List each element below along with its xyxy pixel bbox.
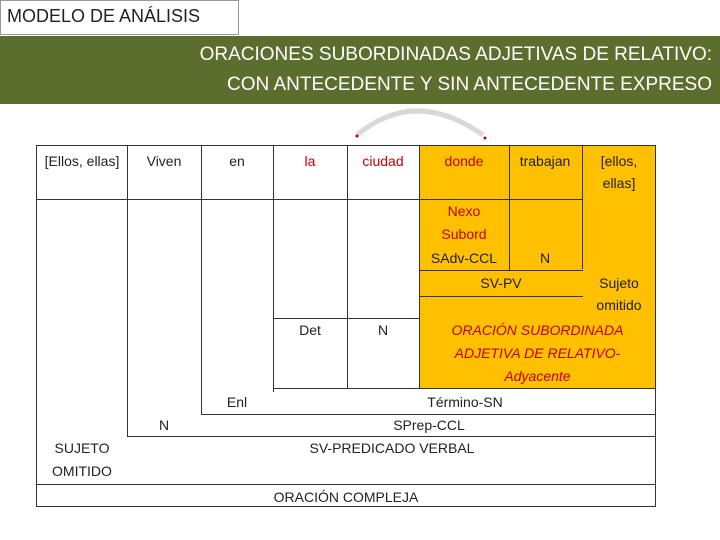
arc-start-dot xyxy=(356,135,359,138)
label-enl: Enl xyxy=(226,394,248,410)
model-tab xyxy=(0,0,239,35)
label-oracion-subordinada-1: ORACIÓN SUBORDINADA xyxy=(451,322,624,338)
col-sep-3 xyxy=(273,145,274,392)
col-sep-2 xyxy=(201,145,202,415)
word-la: la xyxy=(304,153,316,169)
word-ellos-ellas-2: [ellos, ellas] xyxy=(600,153,638,191)
word-ciudad: ciudad xyxy=(362,153,404,169)
oracion-sub-bottom xyxy=(273,388,656,389)
col-sep-1 xyxy=(127,145,128,437)
model-tab-label: MODELO DE ANÁLISIS xyxy=(7,6,201,26)
sv-predicado-bottom xyxy=(36,484,656,485)
title-line-1: ORACIONES SUBORDINADAS ADJETIVAS DE RELATIVO: xyxy=(199,44,712,65)
label-nexo: Nexo xyxy=(447,203,481,219)
label-n-ciudad: N xyxy=(377,322,389,338)
sadv-bottom xyxy=(419,270,583,271)
title-line-2: CON ANTECEDENTE Y SIN ANTECEDENTE EXPRESO xyxy=(227,74,712,95)
sv-pv-bottom xyxy=(419,296,583,297)
word-ellos-ellas: [Ellos, ellas] xyxy=(44,153,120,169)
label-termino-sn: Término-SN xyxy=(427,394,503,410)
label-n-trabajan: N xyxy=(539,250,551,266)
label-sujeto-omitido-2: OMITIDO xyxy=(52,463,112,479)
arc-end-dot xyxy=(484,137,487,140)
label-oracion-subordinada-2: ADJETIVA DE RELATIVO- xyxy=(454,345,621,361)
antecedent-arc xyxy=(345,105,495,145)
label-subord: Subord xyxy=(441,226,487,242)
label-n-viven: N xyxy=(158,417,170,433)
word-en: en xyxy=(229,153,245,169)
label-sv-predicado-verbal: SV-PREDICADO VERBAL xyxy=(309,440,475,456)
word-trabajan: trabajan xyxy=(519,153,571,169)
label-oracion-compleja: ORACIÓN COMPLEJA xyxy=(273,489,419,505)
word-viven: Viven xyxy=(146,153,182,169)
label-sujeto-omitido-b: omitido xyxy=(596,297,642,313)
label-sprep-ccl: SPrep-CCL xyxy=(393,417,465,433)
label-sadv-ccl: SAdv-CCL xyxy=(430,250,498,266)
label-sujeto-omitido-1: SUJETO xyxy=(54,440,110,456)
label-sv-pv: SV-PV xyxy=(480,275,522,291)
label-oracion-subordinada-3: Adyacente xyxy=(504,368,571,384)
word-donde: donde xyxy=(444,153,484,169)
label-det: Det xyxy=(299,322,321,338)
label-sujeto-omitido-a: Sujeto xyxy=(599,275,639,291)
col-sep-4 xyxy=(347,145,348,388)
title-banner xyxy=(0,36,720,104)
